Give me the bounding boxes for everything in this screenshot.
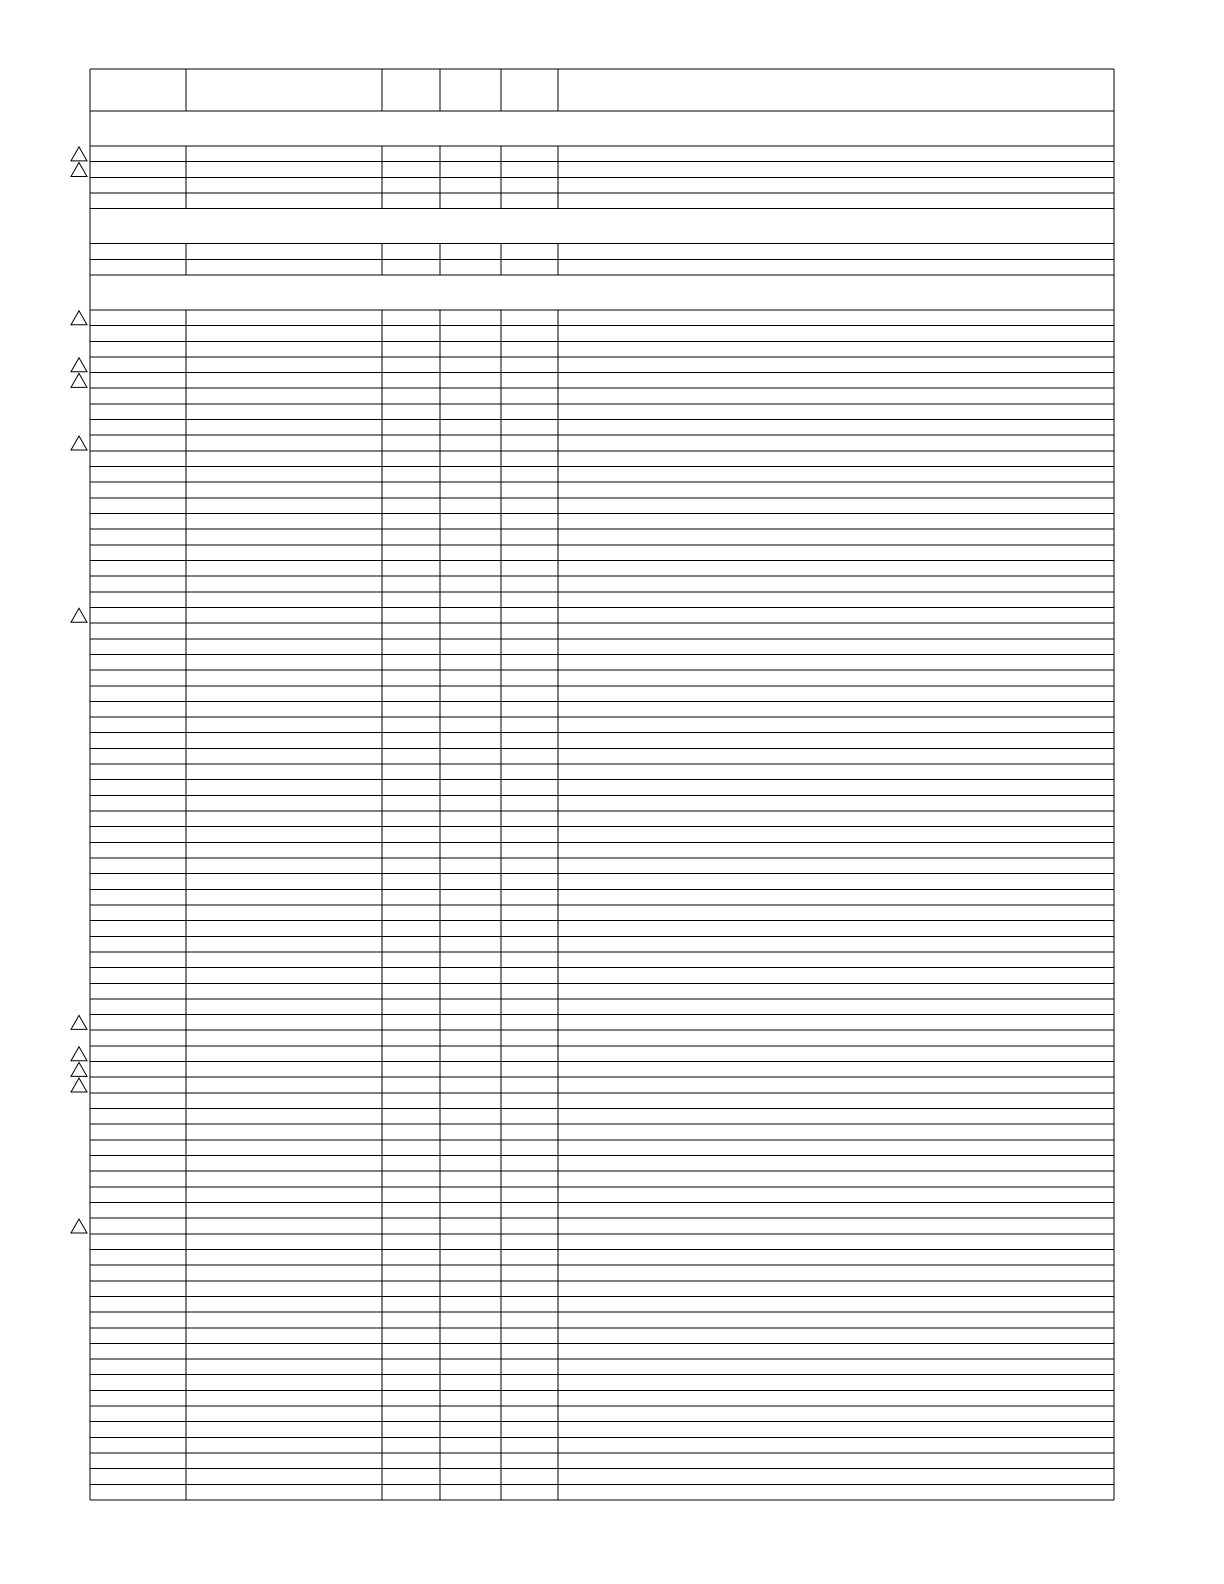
warning-triangle-icon — [71, 311, 87, 325]
warning-triangle-icon — [71, 1062, 87, 1076]
parts-table — [90, 69, 1114, 1500]
warning-triangle-icon — [71, 373, 87, 387]
warning-triangle-icon — [71, 1219, 87, 1233]
warning-triangle-icon — [71, 147, 87, 161]
warning-triangle-icon — [71, 1015, 87, 1029]
safety-markers — [71, 147, 87, 1233]
warning-triangle-icon — [71, 1047, 87, 1061]
warning-triangle-icon — [71, 608, 87, 622]
warning-triangle-icon — [71, 162, 87, 176]
warning-triangle-icon — [71, 436, 87, 450]
warning-triangle-icon — [71, 358, 87, 372]
warning-triangle-icon — [71, 1078, 87, 1092]
